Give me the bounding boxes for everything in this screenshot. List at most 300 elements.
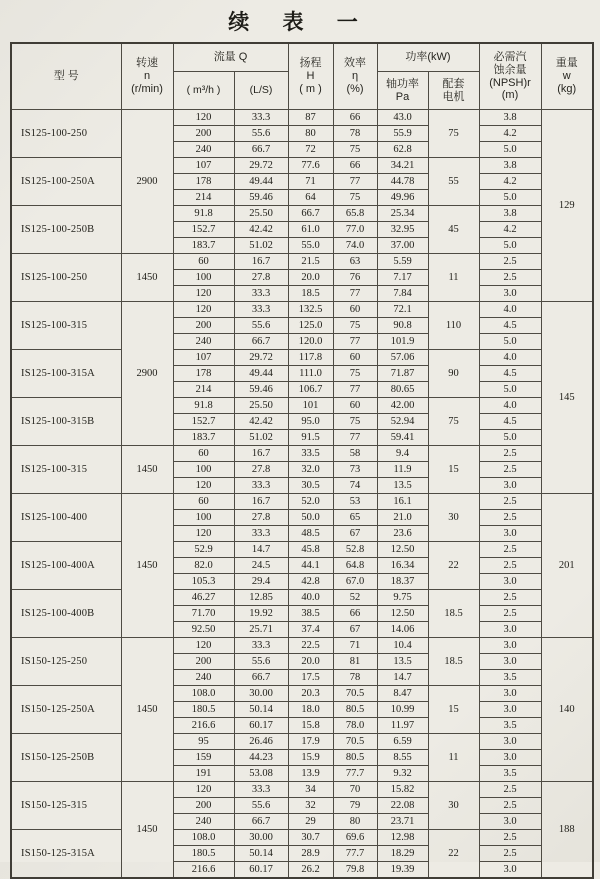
efficiency-cell: 81 [333, 654, 377, 670]
npsh-cell: 5.0 [479, 190, 541, 206]
shaft-power-cell: 16.34 [377, 558, 428, 574]
model-cell: IS150-125-250 [11, 638, 121, 686]
efficiency-cell: 77 [333, 174, 377, 190]
shaft-power-cell: 16.1 [377, 494, 428, 510]
head-cell: 52.0 [288, 494, 333, 510]
col-header-power: 功率(kW) [377, 43, 479, 72]
shaft-power-cell: 7.84 [377, 286, 428, 302]
head-cell: 42.8 [288, 574, 333, 590]
motor-cell: 110 [428, 302, 479, 350]
flow-m3h-cell: 240 [173, 334, 234, 350]
npsh-cell: 2.5 [479, 798, 541, 814]
model-cell: IS125-100-250B [11, 206, 121, 254]
flow-m3h-cell: 82.0 [173, 558, 234, 574]
speed-cell: 1450 [121, 638, 173, 782]
head-cell: 64 [288, 190, 333, 206]
efficiency-cell: 77 [333, 334, 377, 350]
flow-m3h-cell: 240 [173, 142, 234, 158]
shaft-power-cell: 23.71 [377, 814, 428, 830]
flow-m3h-cell: 120 [173, 478, 234, 494]
flow-ls-cell: 12.85 [234, 590, 288, 606]
shaft-power-cell: 18.29 [377, 846, 428, 862]
flow-ls-cell: 50.14 [234, 702, 288, 718]
shaft-power-cell: 25.34 [377, 206, 428, 222]
head-cell: 15.9 [288, 750, 333, 766]
head-cell: 111.0 [288, 366, 333, 382]
flow-m3h-cell: 60 [173, 446, 234, 462]
weight-cell: 140 [541, 638, 593, 782]
shaft-power-cell: 72.1 [377, 302, 428, 318]
model-cell: IS125-100-250 [11, 110, 121, 158]
flow-ls-cell: 66.7 [234, 814, 288, 830]
flow-ls-cell: 55.6 [234, 798, 288, 814]
npsh-cell: 2.5 [479, 494, 541, 510]
npsh-cell: 2.5 [479, 590, 541, 606]
efficiency-cell: 77 [333, 382, 377, 398]
shaft-power-cell: 10.4 [377, 638, 428, 654]
head-cell: 38.5 [288, 606, 333, 622]
model-cell: IS125-100-315A [11, 350, 121, 398]
flow-ls-cell: 30.00 [234, 686, 288, 702]
npsh-cell: 3.0 [479, 686, 541, 702]
efficiency-cell: 65 [333, 510, 377, 526]
efficiency-cell: 77.7 [333, 766, 377, 782]
motor-cell: 45 [428, 206, 479, 254]
efficiency-cell: 74 [333, 478, 377, 494]
shaft-power-cell: 71.87 [377, 366, 428, 382]
head-cell: 80 [288, 126, 333, 142]
motor-cell: 75 [428, 398, 479, 446]
head-cell: 29 [288, 814, 333, 830]
head-cell: 66.7 [288, 206, 333, 222]
flow-ls-cell: 16.7 [234, 254, 288, 270]
head-cell: 61.0 [288, 222, 333, 238]
flow-ls-cell: 33.3 [234, 478, 288, 494]
model-cell: IS125-100-400 [11, 494, 121, 542]
shaft-power-cell: 43.0 [377, 110, 428, 126]
shaft-power-cell: 8.47 [377, 686, 428, 702]
efficiency-cell: 67 [333, 526, 377, 542]
flow-ls-cell: 16.7 [234, 494, 288, 510]
head-cell: 77.6 [288, 158, 333, 174]
efficiency-cell: 77 [333, 430, 377, 446]
motor-cell: 15 [428, 686, 479, 734]
model-cell: IS125-100-315 [11, 446, 121, 494]
weight-cell: 201 [541, 494, 593, 638]
npsh-cell: 3.0 [479, 526, 541, 542]
npsh-cell: 3.0 [479, 814, 541, 830]
flow-m3h-cell: 152.7 [173, 222, 234, 238]
speed-cell: 2900 [121, 110, 173, 254]
efficiency-cell: 78 [333, 126, 377, 142]
npsh-cell: 3.8 [479, 158, 541, 174]
head-cell: 50.0 [288, 510, 333, 526]
efficiency-cell: 63 [333, 254, 377, 270]
npsh-cell: 4.0 [479, 398, 541, 414]
head-cell: 30.7 [288, 830, 333, 846]
head-cell: 132.5 [288, 302, 333, 318]
efficiency-cell: 80.5 [333, 702, 377, 718]
motor-cell: 11 [428, 734, 479, 782]
flow-m3h-cell: 108.0 [173, 686, 234, 702]
col-header-weight: 重量 w (kg) [541, 43, 593, 110]
shaft-power-cell: 22.08 [377, 798, 428, 814]
motor-cell: 75 [428, 110, 479, 158]
flow-m3h-cell: 152.7 [173, 414, 234, 430]
flow-ls-cell: 33.3 [234, 638, 288, 654]
head-cell: 20.0 [288, 270, 333, 286]
efficiency-cell: 58 [333, 446, 377, 462]
shaft-power-cell: 62.8 [377, 142, 428, 158]
npsh-cell: 2.5 [479, 446, 541, 462]
motor-cell: 15 [428, 446, 479, 494]
npsh-cell: 3.5 [479, 718, 541, 734]
shaft-power-cell: 13.5 [377, 654, 428, 670]
motor-cell: 90 [428, 350, 479, 398]
shaft-power-cell: 11.9 [377, 462, 428, 478]
shaft-power-cell: 7.17 [377, 270, 428, 286]
flow-m3h-cell: 178 [173, 174, 234, 190]
flow-ls-cell: 29.4 [234, 574, 288, 590]
efficiency-cell: 60 [333, 398, 377, 414]
efficiency-cell: 64.8 [333, 558, 377, 574]
flow-ls-cell: 29.72 [234, 158, 288, 174]
model-cell: IS125-100-315 [11, 302, 121, 350]
flow-m3h-cell: 120 [173, 302, 234, 318]
head-cell: 18.0 [288, 702, 333, 718]
weight-cell: 145 [541, 302, 593, 494]
head-cell: 72 [288, 142, 333, 158]
shaft-power-cell: 42.00 [377, 398, 428, 414]
flow-ls-cell: 50.14 [234, 846, 288, 862]
shaft-power-cell: 34.21 [377, 158, 428, 174]
npsh-cell: 3.8 [479, 206, 541, 222]
flow-m3h-cell: 240 [173, 670, 234, 686]
flow-ls-cell: 30.00 [234, 830, 288, 846]
npsh-cell: 3.0 [479, 750, 541, 766]
head-cell: 15.8 [288, 718, 333, 734]
efficiency-cell: 79 [333, 798, 377, 814]
col-header-model: 型 号 [11, 43, 121, 110]
efficiency-cell: 73 [333, 462, 377, 478]
shaft-power-cell: 8.55 [377, 750, 428, 766]
flow-m3h-cell: 100 [173, 510, 234, 526]
shaft-power-cell: 9.32 [377, 766, 428, 782]
head-cell: 13.9 [288, 766, 333, 782]
flow-m3h-cell: 91.8 [173, 206, 234, 222]
flow-m3h-cell: 60 [173, 254, 234, 270]
head-cell: 91.5 [288, 430, 333, 446]
shaft-power-cell: 14.7 [377, 670, 428, 686]
weight-cell: 129 [541, 110, 593, 302]
npsh-cell: 3.5 [479, 670, 541, 686]
flow-m3h-cell: 46.27 [173, 590, 234, 606]
flow-m3h-cell: 91.8 [173, 398, 234, 414]
model-cell: IS150-125-250A [11, 686, 121, 734]
motor-cell: 22 [428, 542, 479, 590]
col-header-efficiency: 效率 η (%) [333, 43, 377, 110]
head-cell: 48.5 [288, 526, 333, 542]
shaft-power-cell: 90.8 [377, 318, 428, 334]
flow-m3h-cell: 71.70 [173, 606, 234, 622]
flow-m3h-cell: 108.0 [173, 830, 234, 846]
npsh-cell: 2.5 [479, 606, 541, 622]
model-cell: IS125-100-315B [11, 398, 121, 446]
flow-m3h-cell: 216.6 [173, 718, 234, 734]
efficiency-cell: 65.8 [333, 206, 377, 222]
flow-ls-cell: 33.3 [234, 286, 288, 302]
flow-ls-cell: 59.46 [234, 382, 288, 398]
efficiency-cell: 70 [333, 782, 377, 798]
flow-ls-cell: 27.8 [234, 270, 288, 286]
model-cell: IS125-100-250 [11, 254, 121, 302]
col-header-motor: 配套 电机 [428, 72, 479, 110]
npsh-cell: 3.8 [479, 110, 541, 126]
flow-ls-cell: 25.50 [234, 206, 288, 222]
flow-ls-cell: 25.71 [234, 622, 288, 638]
flow-ls-cell: 60.17 [234, 862, 288, 879]
flow-ls-cell: 51.02 [234, 430, 288, 446]
head-cell: 95.0 [288, 414, 333, 430]
flow-m3h-cell: 214 [173, 382, 234, 398]
flow-ls-cell: 33.3 [234, 526, 288, 542]
npsh-cell: 2.5 [479, 782, 541, 798]
head-cell: 45.8 [288, 542, 333, 558]
head-cell: 26.2 [288, 862, 333, 879]
head-cell: 37.4 [288, 622, 333, 638]
head-cell: 71 [288, 174, 333, 190]
shaft-power-cell: 21.0 [377, 510, 428, 526]
table-body [11, 110, 593, 879]
head-cell: 22.5 [288, 638, 333, 654]
efficiency-cell: 78.0 [333, 718, 377, 734]
npsh-cell: 5.0 [479, 382, 541, 398]
head-cell: 28.9 [288, 846, 333, 862]
npsh-cell: 3.0 [479, 638, 541, 654]
flow-m3h-cell: 60 [173, 494, 234, 510]
head-cell: 32 [288, 798, 333, 814]
efficiency-cell: 53 [333, 494, 377, 510]
flow-m3h-cell: 216.6 [173, 862, 234, 879]
efficiency-cell: 67 [333, 622, 377, 638]
npsh-cell: 2.5 [479, 510, 541, 526]
speed-cell: 1450 [121, 494, 173, 638]
head-cell: 17.5 [288, 670, 333, 686]
npsh-cell: 2.5 [479, 542, 541, 558]
npsh-cell: 2.5 [479, 462, 541, 478]
flow-m3h-cell: 105.3 [173, 574, 234, 590]
npsh-cell: 4.2 [479, 222, 541, 238]
head-cell: 40.0 [288, 590, 333, 606]
head-cell: 44.1 [288, 558, 333, 574]
flow-m3h-cell: 107 [173, 158, 234, 174]
col-header-shaft-power: 轴功率 Pa [377, 72, 428, 110]
flow-m3h-cell: 120 [173, 782, 234, 798]
efficiency-cell: 76 [333, 270, 377, 286]
motor-cell: 22 [428, 830, 479, 879]
head-cell: 20.0 [288, 654, 333, 670]
shaft-power-cell: 12.98 [377, 830, 428, 846]
npsh-cell: 3.0 [479, 734, 541, 750]
flow-ls-cell: 27.8 [234, 510, 288, 526]
model-cell: IS150-125-250B [11, 734, 121, 782]
model-cell: IS150-125-315A [11, 830, 121, 879]
flow-m3h-cell: 159 [173, 750, 234, 766]
flow-ls-cell: 44.23 [234, 750, 288, 766]
motor-cell: 55 [428, 158, 479, 206]
flow-ls-cell: 60.17 [234, 718, 288, 734]
head-cell: 125.0 [288, 318, 333, 334]
efficiency-cell: 79.8 [333, 862, 377, 879]
model-cell: IS125-100-400A [11, 542, 121, 590]
efficiency-cell: 67.0 [333, 574, 377, 590]
flow-ls-cell: 42.42 [234, 414, 288, 430]
shaft-power-cell: 5.59 [377, 254, 428, 270]
efficiency-cell: 66 [333, 158, 377, 174]
npsh-cell: 3.0 [479, 286, 541, 302]
shaft-power-cell: 59.41 [377, 430, 428, 446]
head-cell: 33.5 [288, 446, 333, 462]
shaft-power-cell: 12.50 [377, 542, 428, 558]
head-cell: 20.3 [288, 686, 333, 702]
flow-ls-cell: 25.50 [234, 398, 288, 414]
shaft-power-cell: 37.00 [377, 238, 428, 254]
npsh-cell: 4.5 [479, 414, 541, 430]
flow-m3h-cell: 52.9 [173, 542, 234, 558]
flow-ls-cell: 66.7 [234, 334, 288, 350]
flow-ls-cell: 24.5 [234, 558, 288, 574]
col-header-head: 扬程 H ( m ) [288, 43, 333, 110]
shaft-power-cell: 11.97 [377, 718, 428, 734]
npsh-cell: 2.5 [479, 830, 541, 846]
shaft-power-cell: 6.59 [377, 734, 428, 750]
efficiency-cell: 77 [333, 286, 377, 302]
flow-m3h-cell: 95 [173, 734, 234, 750]
flow-ls-cell: 33.3 [234, 782, 288, 798]
shaft-power-cell: 15.82 [377, 782, 428, 798]
efficiency-cell: 60 [333, 302, 377, 318]
head-cell: 32.0 [288, 462, 333, 478]
npsh-cell: 3.0 [479, 862, 541, 879]
flow-ls-cell: 66.7 [234, 670, 288, 686]
col-header-npsh: 必需汽 蚀余量 (NPSH)r (m) [479, 43, 541, 110]
shaft-power-cell: 49.96 [377, 190, 428, 206]
efficiency-cell: 70.5 [333, 734, 377, 750]
npsh-cell: 3.0 [479, 654, 541, 670]
flow-ls-cell: 26.46 [234, 734, 288, 750]
motor-cell: 18.5 [428, 590, 479, 638]
page-title: 续 表 一 [228, 10, 372, 34]
efficiency-cell: 75 [333, 142, 377, 158]
motor-cell: 11 [428, 254, 479, 302]
npsh-cell: 4.2 [479, 126, 541, 142]
flow-m3h-cell: 120 [173, 526, 234, 542]
efficiency-cell: 66 [333, 110, 377, 126]
speed-cell: 1450 [121, 446, 173, 494]
model-cell: IS125-100-400B [11, 590, 121, 638]
flow-ls-cell: 49.44 [234, 174, 288, 190]
flow-ls-cell: 55.6 [234, 318, 288, 334]
flow-ls-cell: 14.7 [234, 542, 288, 558]
shaft-power-cell: 18.37 [377, 574, 428, 590]
shaft-power-cell: 9.75 [377, 590, 428, 606]
flow-ls-cell: 19.92 [234, 606, 288, 622]
flow-m3h-cell: 120 [173, 638, 234, 654]
npsh-cell: 5.0 [479, 142, 541, 158]
head-cell: 18.5 [288, 286, 333, 302]
flow-ls-cell: 16.7 [234, 446, 288, 462]
flow-m3h-cell: 100 [173, 270, 234, 286]
flow-m3h-cell: 120 [173, 286, 234, 302]
flow-ls-cell: 55.6 [234, 654, 288, 670]
flow-ls-cell: 55.6 [234, 126, 288, 142]
efficiency-cell: 69.6 [333, 830, 377, 846]
flow-m3h-cell: 200 [173, 798, 234, 814]
shaft-power-cell: 13.5 [377, 478, 428, 494]
shaft-power-cell: 57.06 [377, 350, 428, 366]
speed-cell: 1450 [121, 782, 173, 879]
head-cell: 87 [288, 110, 333, 126]
efficiency-cell: 60 [333, 350, 377, 366]
npsh-cell: 2.5 [479, 558, 541, 574]
npsh-cell: 4.2 [479, 174, 541, 190]
flow-ls-cell: 59.46 [234, 190, 288, 206]
shaft-power-cell: 19.39 [377, 862, 428, 879]
flow-ls-cell: 29.72 [234, 350, 288, 366]
shaft-power-cell: 32.95 [377, 222, 428, 238]
shaft-power-cell: 10.99 [377, 702, 428, 718]
flow-m3h-cell: 178 [173, 366, 234, 382]
efficiency-cell: 70.5 [333, 686, 377, 702]
head-cell: 106.7 [288, 382, 333, 398]
efficiency-cell: 52 [333, 590, 377, 606]
shaft-power-cell: 52.94 [377, 414, 428, 430]
shaft-power-cell: 55.9 [377, 126, 428, 142]
shaft-power-cell: 44.78 [377, 174, 428, 190]
npsh-cell: 4.0 [479, 302, 541, 318]
flow-ls-cell: 27.8 [234, 462, 288, 478]
flow-m3h-cell: 200 [173, 318, 234, 334]
speed-cell: 2900 [121, 302, 173, 446]
shaft-power-cell: 101.9 [377, 334, 428, 350]
efficiency-cell: 80.5 [333, 750, 377, 766]
motor-cell: 30 [428, 782, 479, 830]
head-cell: 21.5 [288, 254, 333, 270]
head-cell: 117.8 [288, 350, 333, 366]
speed-cell: 1450 [121, 254, 173, 302]
flow-ls-cell: 51.02 [234, 238, 288, 254]
efficiency-cell: 71 [333, 638, 377, 654]
npsh-cell: 3.0 [479, 478, 541, 494]
efficiency-cell: 77.7 [333, 846, 377, 862]
flow-m3h-cell: 120 [173, 110, 234, 126]
head-cell: 120.0 [288, 334, 333, 350]
efficiency-cell: 74.0 [333, 238, 377, 254]
efficiency-cell: 77.0 [333, 222, 377, 238]
flow-ls-cell: 33.3 [234, 110, 288, 126]
efficiency-cell: 52.8 [333, 542, 377, 558]
npsh-cell: 5.0 [479, 238, 541, 254]
col-header-speed: 转速 n (r/min) [121, 43, 173, 110]
shaft-power-cell: 23.6 [377, 526, 428, 542]
model-cell: IS125-100-250A [11, 158, 121, 206]
head-cell: 55.0 [288, 238, 333, 254]
flow-m3h-cell: 200 [173, 654, 234, 670]
head-cell: 17.9 [288, 734, 333, 750]
efficiency-cell: 80 [333, 814, 377, 830]
npsh-cell: 3.0 [479, 622, 541, 638]
efficiency-cell: 75 [333, 190, 377, 206]
